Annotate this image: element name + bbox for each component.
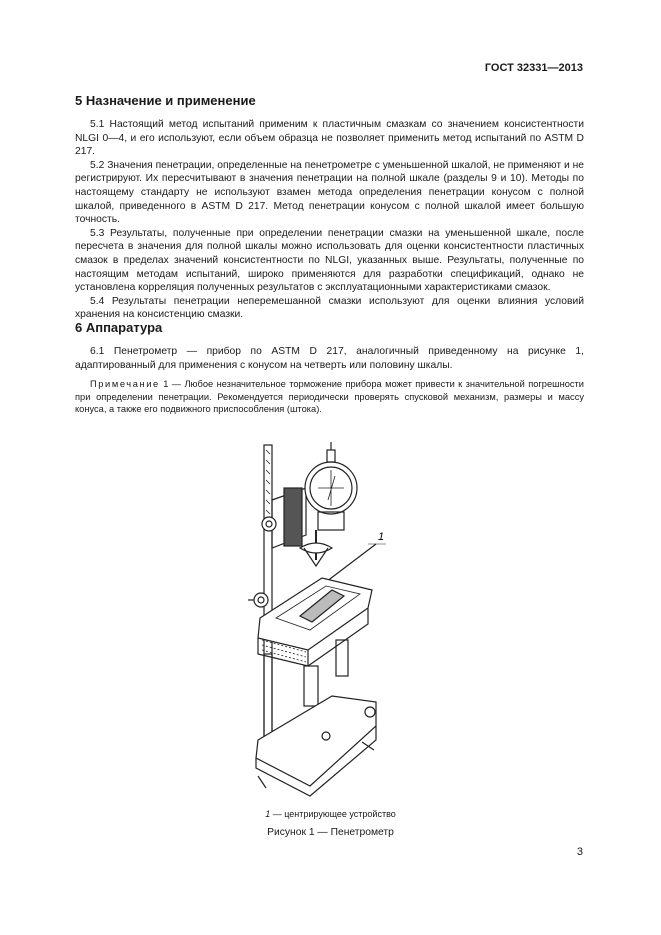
paragraph-5-4: 5.4 Результаты пенетрации неперемешанной смазки используют для оценки влияния условий хранения на консистенцию смазки.	[75, 295, 584, 321]
page-number: 3	[576, 846, 583, 858]
figure-key-number: 1	[265, 809, 271, 819]
figure-key-text: — центрирующее устройство	[270, 809, 396, 819]
paragraph-5-1: 5.1 Настоящий метод испытаний применим к пластичным смазкам со значением консистентности NLGI 0—4, и его используют, если объем образца не позволяет применить метод испытаний по ASTM D 217.	[75, 119, 584, 158]
document-number: ГОСТ 32331—2013	[484, 62, 583, 74]
penetrometer-illustration	[236, 440, 396, 808]
note-text: 1 — Любое незначительное торможение прибора может привести к значительной погрешности при определении пенетрации. Рекомендуется периодически проверять спусковой механизм, размеры и массу конуса, а также его подвижного приспособления (штока).	[75, 379, 584, 415]
section-6	[75, 320, 584, 416]
figure-caption: Рисунок 1 — Пенетрометр	[267, 827, 394, 838]
section-5-title: 5 Назначение и применение	[75, 93, 256, 108]
paragraph-6-1: 6.1 Пенетрометр — прибор по ASTM D 217, аналогичный приведенному на рисунке 1, адаптированный для применения с конусом на четверть или половину шкалы.	[75, 346, 584, 371]
section-5	[75, 93, 584, 322]
note-1	[75, 378, 584, 416]
section-6-title: 6 Аппаратура	[75, 320, 163, 335]
note-label: Примечание	[90, 379, 160, 390]
figure-key	[0, 809, 661, 819]
paragraph-5-2: 5.2 Значения пенетрации, определенные на пенетрометре с уменьшенной шкалой, не применяют и не регистрируют. Их пересчитывают в значения пенетрации на полной шкале (разделы 9 и 10). Методы по настоящему стандарту не используют взамен метода определения пенетрации конусом с полной шкалой, приведенного в ASTM D 217. Метод пенетрации конусом с полной шкалой имеет большую точность.	[75, 159, 584, 226]
figure-callout-label: 1	[378, 531, 385, 543]
paragraph-5-3: 5.3 Результаты, полученные при определении пенетрации смазки на уменьшенной шкале, после пересчета в значения для полной шкалы можно использовать для оценки консистентности пластичных смазок в пределах значений консистентности по NLGI, указанных выше. Результаты, полученные по настоящим методам испытаний, широко применяются для разработки спецификаций, однако не установлена корреляция полученных результатов с эксплуатационными характеристиками смазок.	[75, 227, 584, 294]
